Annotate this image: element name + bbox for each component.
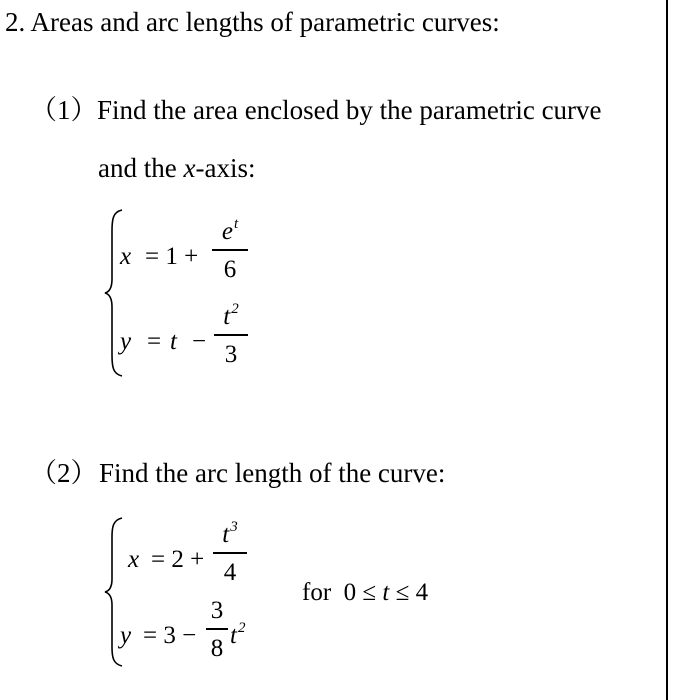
fraction-bar — [214, 334, 248, 336]
fraction-numerator: $e^t$ — [221, 216, 239, 245]
equals-sign: = — [147, 328, 162, 355]
x-variable: x — [128, 546, 140, 573]
fraction-bar — [206, 628, 228, 630]
t-squared: $t^2$ — [230, 620, 246, 649]
equals-three-minus: = 3 − — [143, 622, 197, 649]
fraction-numerator: 3 — [210, 597, 224, 624]
fraction-denominator: 4 — [223, 558, 237, 586]
fraction-numerator: $t^2$ — [223, 301, 239, 330]
problem-number: 2. — [5, 7, 26, 37]
right-border-line — [666, 0, 668, 700]
fraction-denominator: 3 — [224, 340, 238, 368]
fraction-denominator: 8 — [210, 634, 224, 662]
parameter-range: for 0 ≤ t ≤ 4 — [302, 579, 429, 606]
y-variable: y — [120, 328, 132, 355]
fraction-numerator: $t^3$ — [222, 519, 238, 548]
fraction-bar — [213, 552, 247, 554]
part2-instruction: Find the arc length of the curve: — [99, 458, 446, 488]
part1-instruction-line2: and the x-axis: — [98, 153, 256, 183]
fraction-t3-over-4 — [213, 519, 247, 586]
x-variable: x — [120, 243, 132, 270]
equals-one-plus: = 1 + — [145, 243, 199, 270]
fraction-3-over-8 — [206, 598, 228, 661]
fraction-e-t-over-6 — [212, 216, 248, 283]
problem-title: Areas and arc lengths of parametric curves: — [30, 7, 500, 37]
equals-two-plus: = 2 + — [151, 546, 205, 573]
fraction-denominator: 6 — [223, 255, 237, 283]
y-variable: y — [120, 622, 132, 649]
problem-heading — [5, 9, 500, 36]
part1-instruction: Find the area enclosed by the parametric curve — [97, 95, 602, 125]
minus-sign: − — [192, 328, 207, 355]
fraction-bar — [212, 249, 248, 251]
part1-marker: （1） — [30, 95, 98, 125]
part2-marker: （2） — [30, 458, 98, 488]
t-variable: t — [170, 328, 177, 355]
fraction-t2-over-3 — [214, 301, 248, 368]
